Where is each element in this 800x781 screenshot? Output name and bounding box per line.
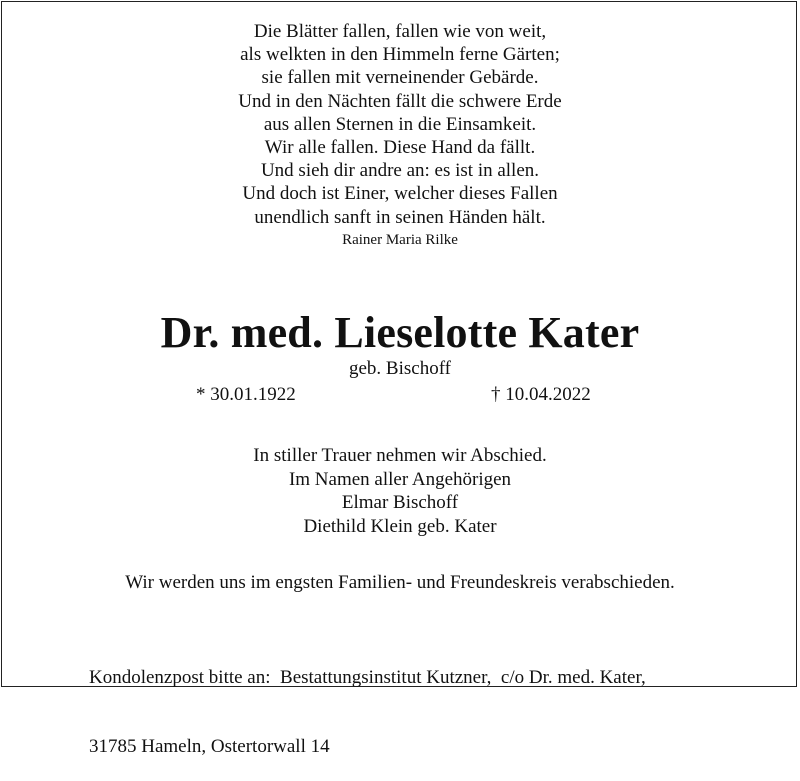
- mourners-line: Elmar Bischoff: [341, 492, 459, 513]
- poem-line: sie fallen mit verneinender Gebärde.: [261, 67, 539, 89]
- poem-author: Rainer Maria Rilke: [342, 231, 458, 248]
- farewell-note: Wir werden uns im engsten Familien- und Freundeskreis verabschieden.: [125, 572, 675, 593]
- poem-line: als welkten in den Himmeln ferne Gärten;: [240, 44, 560, 66]
- poem-line: unendlich sanft in seinen Händen hält.: [254, 206, 546, 228]
- mourners-line: In stiller Trauer nehmen wir Abschied.: [253, 445, 547, 466]
- poem-line: Und doch ist Einer, welcher dieses Fallen: [242, 183, 558, 205]
- poem-line: Und sieh dir andre an: es ist in allen.: [260, 160, 540, 182]
- poem-line: Wir alle fallen. Diese Hand da fällt.: [264, 137, 536, 159]
- mourners-line: Diethild Klein geb. Kater: [303, 515, 497, 537]
- contact-block: [89, 620, 646, 781]
- death-date: † 10.04.2022: [491, 384, 591, 405]
- contact-line: 31785 Hameln, Ostertorwall 14: [89, 736, 330, 757]
- poem-line: aus allen Sternen in die Einsamkeit.: [263, 113, 537, 135]
- maiden-name: geb. Bischoff: [348, 358, 452, 379]
- mourners-line: Im Namen aller Angehörigen: [288, 468, 512, 490]
- poem-line: Die Blätter fallen, fallen wie von weit,: [253, 21, 547, 42]
- deceased-name: Dr. med. Lieselotte Kater: [160, 308, 640, 357]
- poem: [0, 20, 800, 251]
- contact-line: Kondolenzpost bitte an: Bestattungsinstitut Kutzner, c/o Dr. med. Kater,: [89, 667, 646, 688]
- poem-line: Und in den Nächten fällt die schwere Erde: [238, 90, 562, 112]
- birth-date: * 30.01.1922: [196, 384, 296, 405]
- mourners-block: [0, 444, 800, 538]
